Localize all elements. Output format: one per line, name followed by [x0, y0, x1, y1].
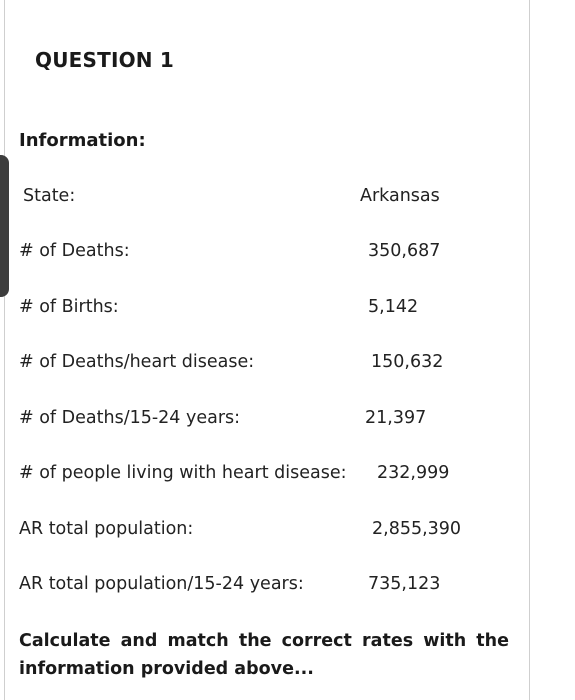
total-population-label: AR total population: [19, 519, 194, 539]
deaths-label: # of Deaths: [19, 241, 130, 261]
question-card [4, 0, 530, 700]
deaths-value: 350,687 [368, 241, 441, 261]
deaths-15-24-value: 21,397 [365, 408, 427, 428]
instruction-text: Calculate and match the correct rates with the information provided above... [19, 631, 509, 679]
information-heading: Information: [19, 130, 146, 151]
births-value: 5,142 [368, 297, 419, 317]
population-15-24-label: AR total population/15-24 years: [19, 574, 304, 594]
question-title: QUESTION 1 [35, 48, 175, 72]
births-label: # of Births: [19, 297, 119, 317]
population-15-24-value: 735,123 [368, 574, 441, 594]
state-value: Arkansas [360, 186, 440, 206]
side-drawer-handle[interactable] [0, 155, 9, 297]
deaths-heart-disease-label: # of Deaths/heart disease: [19, 352, 255, 372]
deaths-heart-disease-value: 150,632 [371, 352, 444, 372]
state-label: State: [23, 186, 76, 206]
living-heart-disease-value: 232,999 [377, 463, 450, 483]
total-population-value: 2,855,390 [372, 519, 462, 539]
living-heart-disease-label: # of people living with heart disease: [19, 463, 347, 483]
deaths-15-24-label: # of Deaths/15-24 years: [19, 408, 241, 428]
